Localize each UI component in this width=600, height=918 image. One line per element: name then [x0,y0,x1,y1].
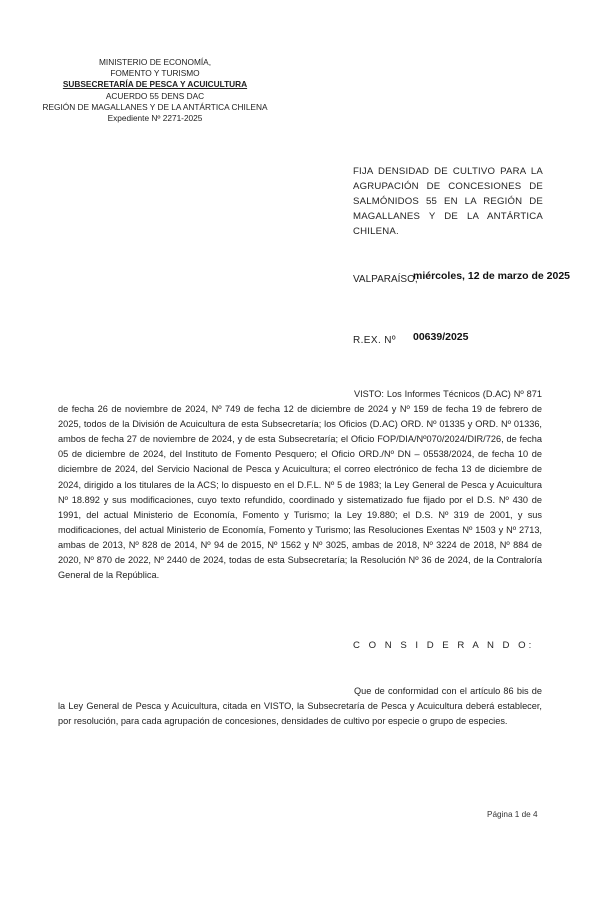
header-expediente: Expediente Nº 2271-2025 [107,113,203,124]
subject-line-1: FIJA DENSIDAD DE CULTIVO PARA LA [353,166,543,177]
considerando-heading: C O N S I D E R A N D O: [353,640,535,651]
subject-line-3: SALMÓNIDOS 55 EN LA REGIÓN DE [353,196,543,207]
header-acuerdo: ACUERDO 55 DENS DAC [105,90,205,101]
ministry-header [40,57,270,124]
header-subsecretaria: SUBSECRETARÍA DE PESCA Y ACUICULTURA [62,79,248,90]
resolution-subject [353,164,543,239]
subject-line-4: MAGALLANES Y DE LA ANTÁRTICA CHILENA. [353,211,543,237]
date: miércoles, 12 de marzo de 2025 [413,270,571,282]
header-ministry-line: MINISTERIO DE ECONOMÍA, [98,57,212,67]
subject-line-2: AGRUPACIÓN DE CONCESIONES DE [353,181,543,192]
considerando-paragraph-1: Que de conformidad con el artículo 86 bis de la Ley General de Pesca y Acuicultura, citada en VISTO, la Subsecretaría de Pesca y Acuicultura deberá establecer, por resolución, para cada agrupación de concesiones, densidades de cultivo por especie o grupo de especies. [58,686,542,727]
page-number: Página 1 de 4 [487,810,538,819]
visto-paragraph: VISTO: Los Informes Técnicos (D.AC) Nº 871 de fecha 26 de noviembre de 2024, Nº 749 de fecha 12 de diciembre de 2024 y Nº 159 de fecha 19 de febrero de 2025, todos de la División de Acuicultura de esta Subsecretaría; los Oficios (D.AC) ORD. Nº 01335 y ORD. Nº 01336, ambos de fecha 27 de noviembre de 2024, y de esta Subsecretaría; el Oficio FOP/DIA/Nº070/2024/DIR/726, de fecha 05 de diciembre de 2024, del Instituto de Fomento Pesquero; el Oficio ORD./Nº DN – 05538/2024, de fecha 10 de diciembre de 2024, del Servicio Nacional de Pesca y Acuicultura; el correo electrónico de fecha 13 de diciembre de 2024, dirigido a los titulares de la ACS; lo dispuesto en el D.F.L. Nº 5 de 1983; la Ley General de Pesca y Acuicultura Nº 18.892 y sus modificaciones, cuyo texto refundido, coordinado y sistematizado fue fijado por el D.S. Nº 430 de 1991, del actual Ministerio de Economía, Fomento y Turismo; la Ley 19.880; el D.S. Nº 319 de 2001, y sus modificaciones, del actual Ministerio de Economía, Fomento y Turismo; las Resoluciones Exentas Nº 1503 y Nº 2713, ambas de 2013, Nº 828 de 2014, Nº 94 de 2015, Nº 1562 y Nº 3025, ambas de 2018, Nº 3224 de 2018, Nº 884 de 2020, Nº 870 de 2022, Nº 2440 de 2024, todas de esta Subsecretaría; la Resolución Nº 36 de 2024, de la Contraloría General de la República. [58,389,542,581]
rex-label: R.EX. Nº [353,335,396,346]
rex-number: 00639/2025 [413,331,469,343]
header-region: REGIÓN DE MAGALLANES Y DE LA ANTÁRTICA CHILENA [42,101,268,112]
header-ministry-line-2: FOMENTO Y TURISMO [110,68,200,79]
place: VALPARAÍSO, [353,274,418,285]
